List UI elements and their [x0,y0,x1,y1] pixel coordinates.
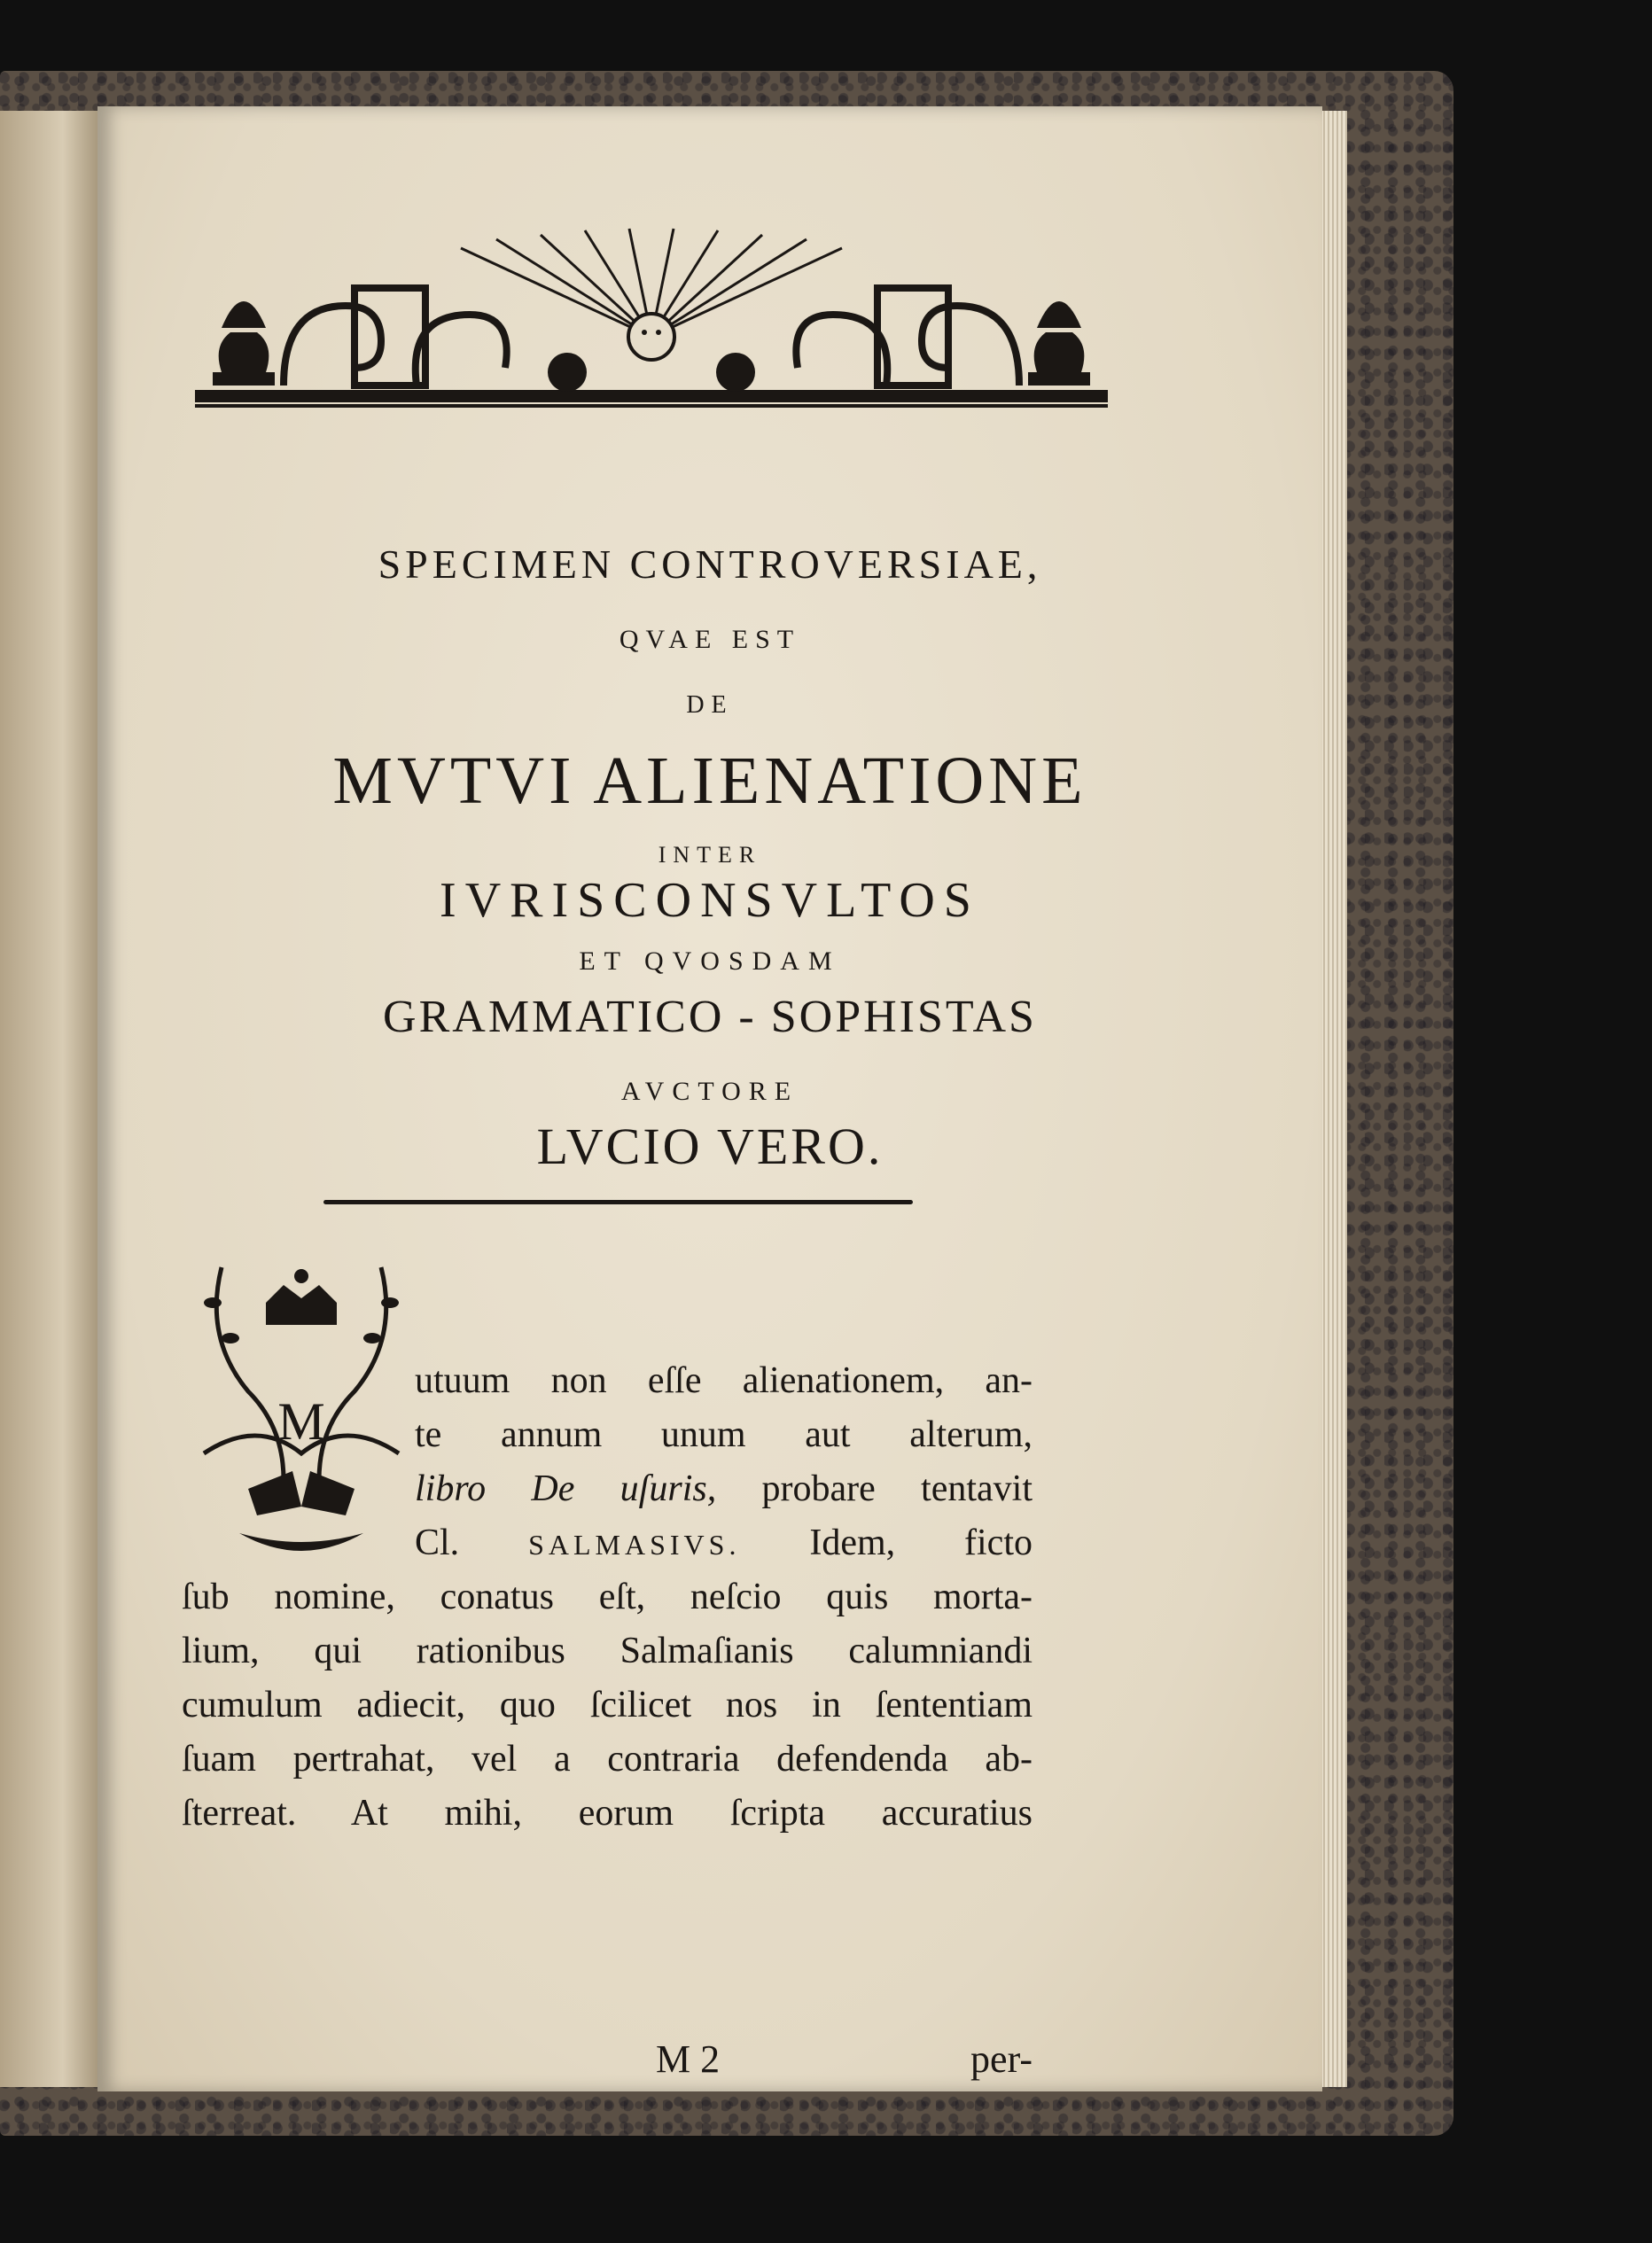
title-line-quae-est: QVAE EST [619,625,801,654]
title-line-auctore: AVCTORE [620,1077,799,1106]
title-line-specimen: SPECIMEN CONTROVERSIAE, [378,541,1042,587]
small-caps-name: SALMASIVS. [528,1529,741,1561]
book-page [97,106,1322,2091]
title-line-iurisconsultos: IVRISCONSVLTOS [440,873,980,928]
text-line: ſterreat. At mihi, eorum ſcripta accuratius [182,1793,1032,1834]
text-line: lium, qui rationibus Salmaſianis calumniandi [182,1631,1032,1671]
title-line-main: MVTVI ALIENATIONE [332,744,1087,818]
headpiece-ornament-icon [195,204,1108,417]
facing-page-edge [0,111,105,2087]
title-line-et-quosdam: ET QVOSDAM [579,946,841,976]
text-line: te annum unum aut alterum, [415,1414,1032,1455]
drop-initial-letter: M [277,1392,325,1451]
text-line: Cl. SALMASIVS. Idem, ficto [415,1523,1032,1563]
italic-work-title: libro De uſuris, [415,1468,717,1509]
body-text [182,1354,1032,1841]
title-rule [323,1200,913,1204]
text-line: ſub nomine, conatus eſt, neſcio quis morta- [182,1577,1032,1617]
text-line: libro De uſuris, probare tentavit [415,1468,1033,1509]
text-line: ſuam pertrahat, vel a contraria defendenda ab- [182,1739,1032,1780]
title-line-de: DE [686,691,734,719]
author-name: LVCIO VERO. [536,1118,884,1175]
signature-mark: M 2 [656,2037,721,2081]
title-line-inter: INTER [658,842,762,868]
text-line: cumulum adiecit, quo ſcilicet nos in ſententiam [182,1685,1032,1725]
title-line-grammatico: GRAMMATICO - SOPHISTAS [383,992,1037,1042]
catchword: per- [970,2037,1032,2081]
text-line: utuum non eſſe alienationem, an- [415,1360,1032,1401]
